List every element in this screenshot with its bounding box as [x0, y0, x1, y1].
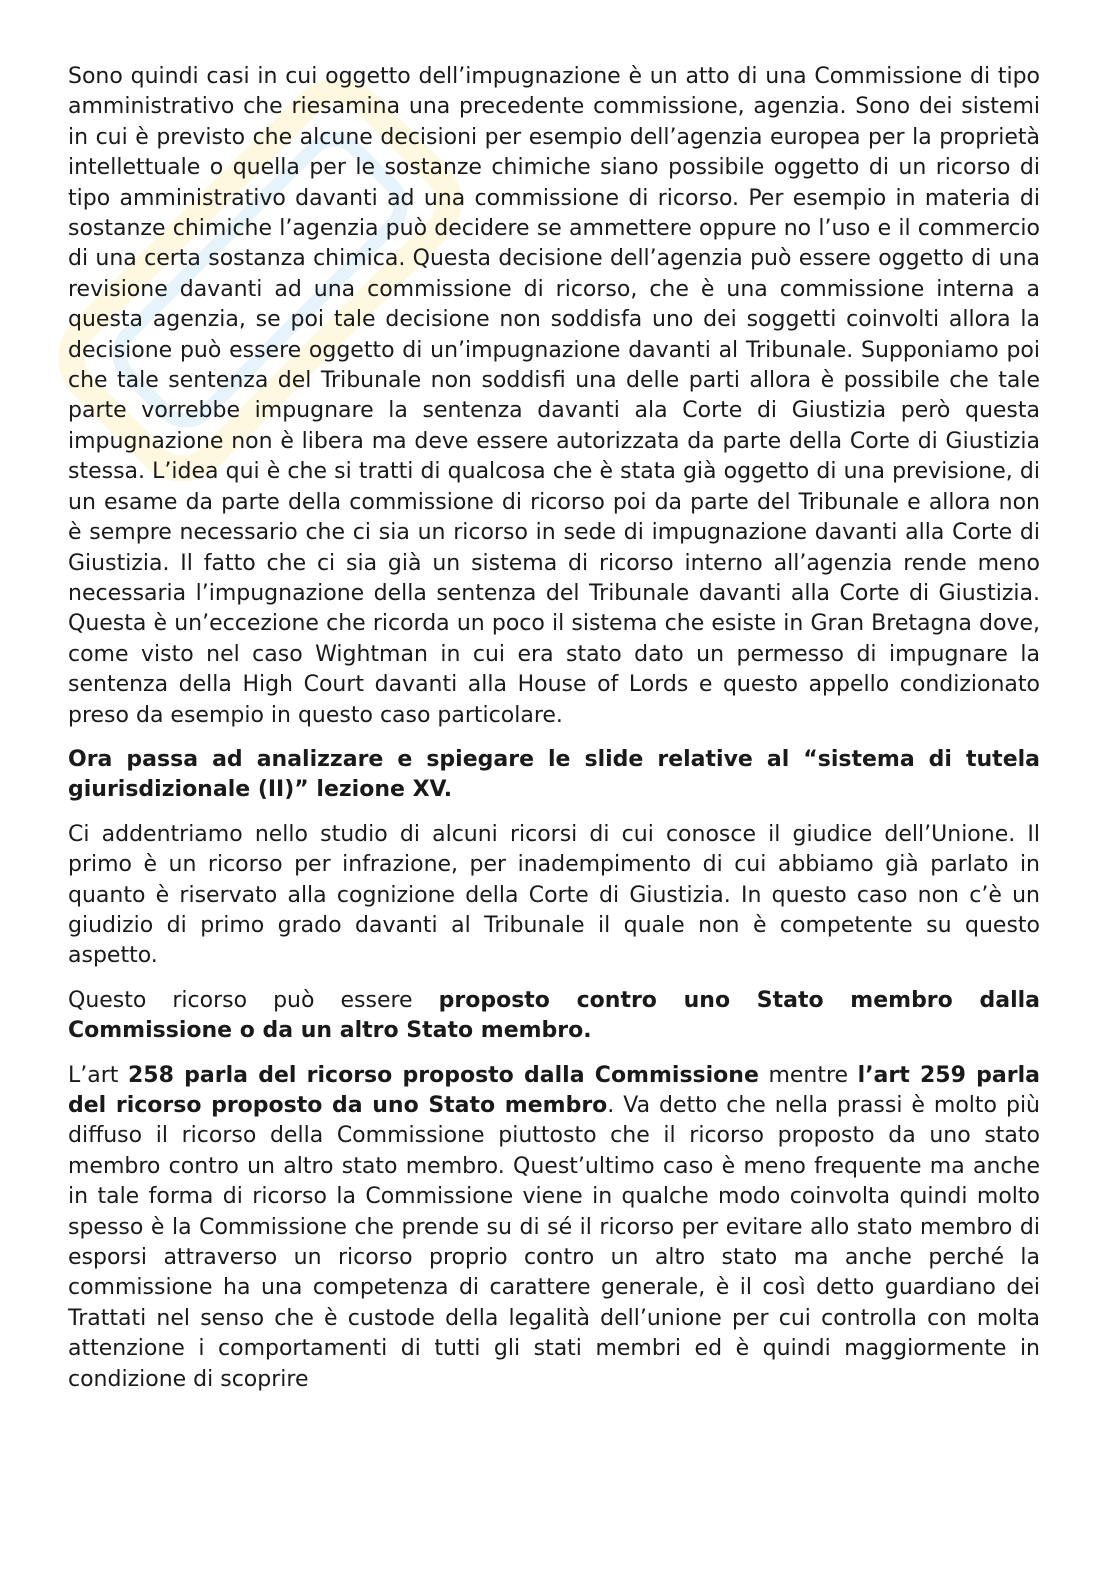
- bold-text-run: 258 parla del ricorso proposto dalla Commissione: [127, 1062, 759, 1088]
- bold-text-run: proposto contro uno Stato membro dalla Commissione o da un altro Stato membro.: [68, 987, 1040, 1044]
- text-run: Questo ricorso può essere: [68, 987, 439, 1013]
- paragraph-impugnazione: Sono quindi casi in cui oggetto dell’impugnazione è un atto di una Commissione di tipo amministrativo che riesamina una precedente commissione, agenzia. Sono dei sistemi in cui è previsto che alcune decisioni per esempio dell’agenzia europea per la proprietà intellettuale o quella per le sostanze chimiche siano possibile oggetto di un ricorso di tipo amministrativo davanti ad una commissione di ricorso. Per esempio in materia di sostanze chimiche l’agenzia può decidere se ammettere oppure no l’uso e il commercio di una certa sostanza chimica. Questa decisione dell’agenzia può essere oggetto di una revisione davanti ad una commissione di ricorso, che è una commissione interna a questa agenzia, se poi tale decisione non soddisfa uno dei soggetti coinvolti allora la decisione può essere oggetto di un’impugnazione davanti al Tribunale. Supponiamo poi che tale sentenza del Tribunale non soddisfi una delle parti allora è possibile che tale parte vorrebbe impugnare la sentenza davanti ala Corte di Giustizia però questa impugnazione non è libera ma deve essere autorizzata da parte della Corte di Giustizia stessa. L’idea qui è che si tratti di qualcosa che è stata già oggetto di una previsione, di un esame da parte della commissione di ricorso poi da parte del Tribunale e allora non è sempre necessario che ci sia un ricorso in sede di impugnazione davanti alla Corte di Giustizia. Il fatto che ci sia già un sistema di ricorso interno all’agenzia rende meno necessaria l’impugnazione della sentenza del Tribunale davanti alla Corte di Giustizia. Questa è un’eccezione che ricorda un poco il sistema che esiste in Gran Bretagna dove, come visto nel caso Wightman in cui era stato dato un permesso di impugnare la sentenza della High Court davanti alla House of Lords e questo appello condizionato preso da esempio in questo caso particolare.: [68, 64, 1040, 728]
- text-run: mentre: [758, 1062, 858, 1088]
- bold-text-run: l’art 259 parla del ricorso proposto da uno Stato membro: [68, 1062, 1040, 1118]
- section-heading: Ora passa ad analizzare e spiegare le slide relative al “sistema di tutela giurisdizionale (II)” lezione XV.: [68, 746, 1040, 803]
- document-page: [68, 62, 1040, 1409]
- paragraph-ricorso-infrazione: Ci addentriamo nello studio di alcuni ricorsi di cui conosce il giudice dell’Unione. Il primo è un ricorso per infrazione, per inadempimento di cui abbiamo già parlato in quanto è riservato alla cognizione della Corte di Giustizia. In questo caso non c’è un giudizio di primo grado davanti al Tribunale il quale non è competente su questo aspetto.: [68, 821, 1040, 969]
- text-run: L’art: [68, 1062, 128, 1088]
- paragraph-art-258-259: [68, 1061, 1040, 1395]
- text-run: . Va detto che nella prassi è molto più diffuso il ricorso della Commissione piuttosto che il ricorso proposto da uno stato membro contro un altro stato membro. Quest’ultimo caso è meno frequente ma anche in tale forma di ricorso la Commissione viene in qualche modo coinvolta quindi molto spesso è la Commissione che prende su di sé il ricorso per evitare allo stato membro di esporsi attraverso un ricorso proprio contro un altro stato ma anche perché la commissione ha una competenza di carattere generale, è il così detto guardiano dei Trattati nel senso che è custode della legalità dell’unione per cui controlla con molta attenzione i comportamenti di tutti gli stati membri ed è quindi maggiormente in condizione di scoprire: [68, 1093, 1040, 1392]
- paragraph-ricorso-stato-membro: [68, 986, 1040, 1047]
